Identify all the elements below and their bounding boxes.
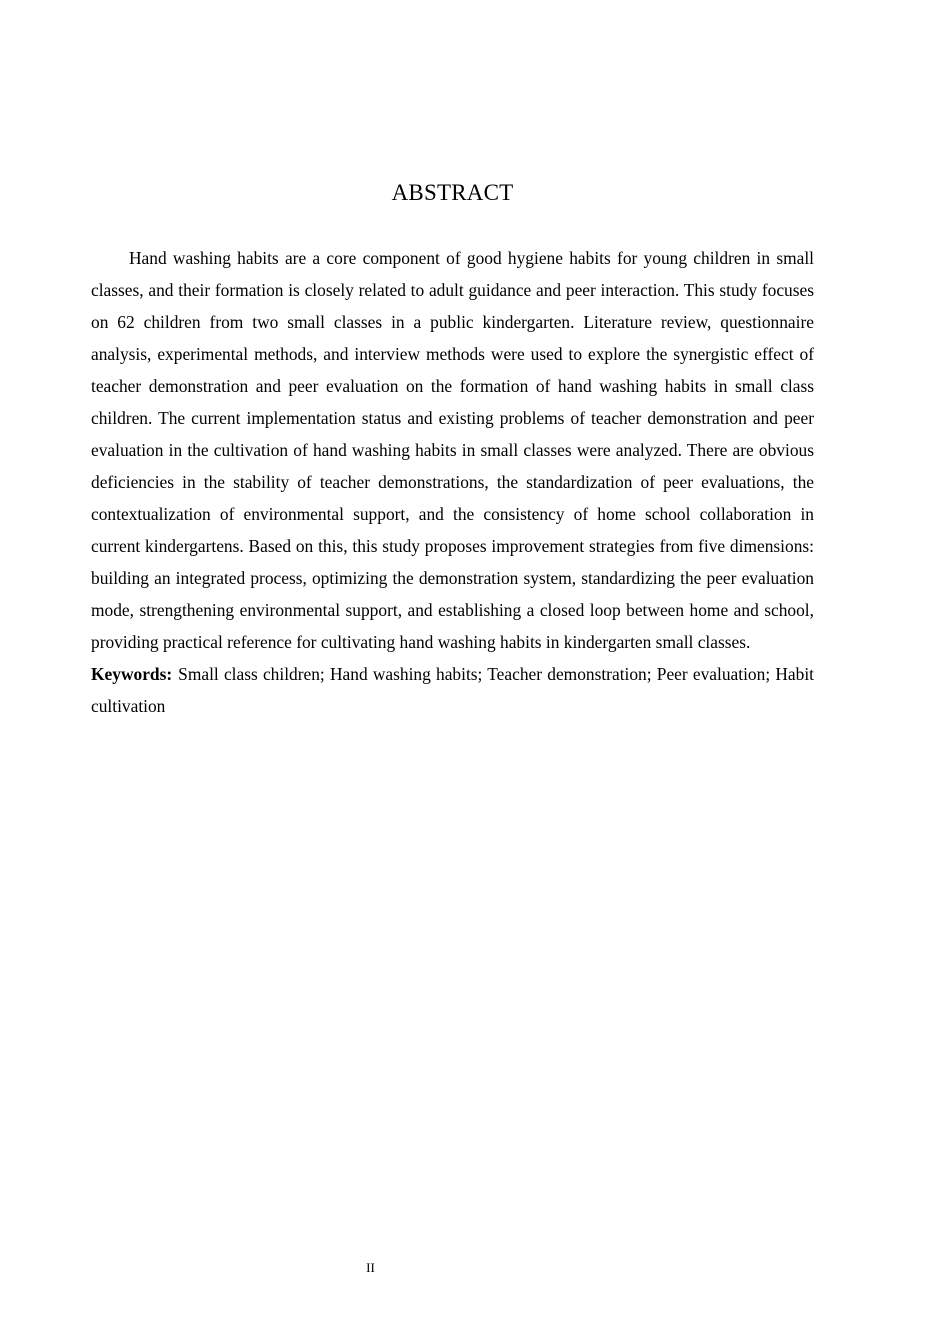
abstract-title: ABSTRACT <box>391 180 514 205</box>
keywords-line <box>91 658 814 722</box>
page-number: II <box>366 1260 375 1275</box>
keywords-label: Keywords: <box>91 664 173 684</box>
keywords-text: Small class children; Hand washing habits; Teacher demonstration; Peer evaluation; Habit cultivation <box>91 664 814 716</box>
abstract-paragraph: Hand washing habits are a core component of good hygiene habits for young children in small classes, and their formation is closely related to adult guidance and peer interaction. This study focuses on 62 children from two small classes in a public kindergarten. Literature review, questionnaire analysis, experimental methods, and interview methods were used to explore the synergistic effect of teacher demonstration and peer evaluation on the formation of hand washing habits in small class children. The current implementation status and existing problems of teacher demonstration and peer evaluation in the cultivation of hand washing habits in small classes were analyzed. There are obvious deficiencies in the stability of teacher demonstrations, the standardization of peer evaluations, the contextualization of environmental support, and the consistency of home school collaboration in current kindergartens. Based on this, this study proposes improvement strategies from five dimensions: building an integrated process, optimizing the demonstration system, standardizing the peer evaluation mode, strengthening environmental support, and establishing a closed loop between home and school, providing practical reference for cultivating hand washing habits in kindergarten small classes. <box>91 248 814 652</box>
abstract-body <box>91 242 814 722</box>
